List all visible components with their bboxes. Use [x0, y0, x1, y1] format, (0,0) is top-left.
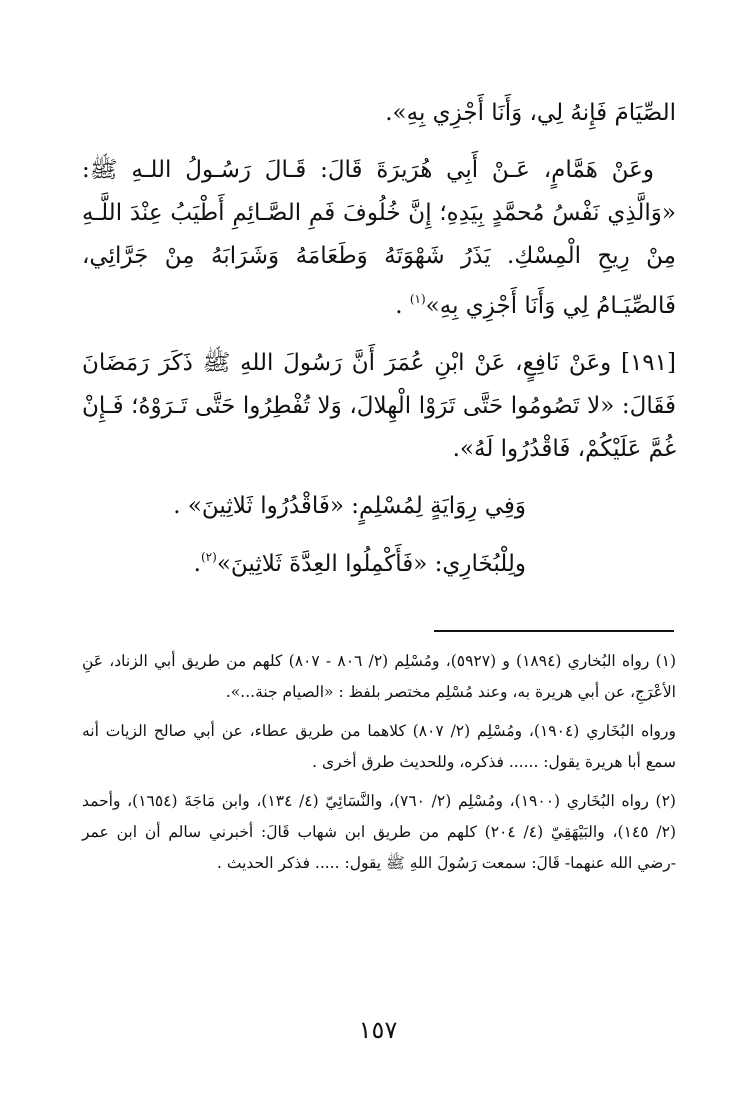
- paragraph-2: وعَنْ هَمَّامٍ، عَـنْ أَبِي هُرَيرَةَ قَالَ: قَـالَ رَسُـولُ اللـهِ ﷺ: «وَالَّذِي نَفْسُ مُحمَّدٍ بِيَدِهِ؛ إِنَّ خُلُوفَ فَمِ الصَّـائِمِ أَطْيَبُ عِنْدَ اللَّـهِ مِنْ رِيحِ الْمِسْكِ. يَذَرُ شَهْوَتَهُ وَطَعَامَهُ وَشَرَابَهُ مِنْ جَرَّائِي، فَالصِّيَـامُ لِي وَأَنَا أَجْزِي بِهِ»$^{(١)}$ .: [82, 157, 676, 319]
- footnote-ref-2[interactable]: (٢): [200, 550, 217, 564]
- footnote-1-continued: ورواه البُخَاري (١٩٠٤)، ومُسْلِم (٢/ ٨٠٧) كلاهما من طريق عطاء، عن أبي صالح الزيات أنه سمع أبا هريرة يقول: ...... فذكره، وللحديث طرق أخرى .: [82, 722, 676, 771]
- paragraph-3-text: [١٩١] وعَنْ نَافِعٍ، عَنْ ابْنِ عُمَرَ أَنَّ رَسُولَ اللهِ ﷺ ذَكَرَ رَمَضَانَ فَقَالَ: «لا تَصُومُوا حَتَّى تَرَوْا الْهِلالَ، وَلا تُفْطِرُوا حَتَّى تَـرَوْهُ؛ فَـإِنْ غُمَّ عَلَيْكُمْ، فَاقْدُرُوا لَهُ».: [82, 350, 676, 462]
- paragraph-5: ولِلْبُخَارِي: «فَأَكْمِلُوا العِدَّةَ ثَلاثِينَ»$^{(٢)}$.: [193, 550, 526, 577]
- footnotes: [82, 646, 676, 887]
- footnote-ref-1[interactable]: (١): [409, 292, 426, 306]
- page-number: ١٥٧: [358, 1016, 398, 1044]
- paragraph-5-text: ولِلْبُخَارِي: «فَأَكْمِلُوا العِدَّةَ ثَلاثِينَ»: [216, 551, 526, 577]
- paragraph-3: [82, 342, 676, 471]
- paragraph-2-text: وعَنْ هَمَّامٍ، عَـنْ أَبِي هُرَيرَةَ قَالَ: قَـالَ رَسُـولُ اللـهِ ﷺ: «وَالَّذِي نَفْسُ مُحمَّدٍ بِيَدِهِ؛ إِنَّ خُلُوفَ فَمِ الصَّـائِمِ أَطْيَبُ عِنْدَ اللَّـهِ مِنْ رِيحِ الْمِسْكِ. يَذَرُ شَهْوَتَهُ وَطَعَامَهُ وَشَرَابَهُ مِنْ جَرَّائِي، فَالصِّيَـامُ لِي وَأَنَا أَجْزِي بِهِ»: [82, 157, 676, 319]
- footnote-1: (١) رواه البُخاري (١٨٩٤) و (٥٩٢٧)، ومُسْلِم (٢/ ٨٠٦ - ٨٠٧) كلهم من طريق أبي الزناد، عَنِ الأعْرَجِ، عن أبي هريرة به، وعند مُسْلِم مختصر بلفظ : «الصيام جنة...».: [82, 652, 677, 701]
- paragraph-1: [82, 92, 676, 135]
- footnote-separator: [434, 630, 674, 632]
- main-text: [82, 92, 676, 594]
- paragraph-1-text: الصِّيَامَ فَإِنهُ لِي، وَأَنَا أَجْزِي بِهِ».: [385, 100, 676, 126]
- paragraph-4: [82, 485, 676, 528]
- footnote-2: (٢) رواه البُخَاري (١٩٠٠)، ومُسْلِم (٢/ ٧٦٠)، والنَّسَائِيّ (٤/ ١٣٤)، وابن مَاجَةَ (١٦٥٤)، وأحمد (٢/ ١٤٥)، والبَيْهَقِيّ (٤/ ٢٠٤) كلهم من طريق ابن شهاب قَالَ: أخبرني سالم أن ابن عمر -رضي الله عنهما- قَالَ: سمعت رَسُولَ اللهِ ﷺ يقول: ..... فذكر الحديث .: [82, 792, 676, 872]
- paragraph-4-text: وَفِي رِوَايَةٍ لِمُسْلِمٍ: «فَاقْدُرُوا ثَلاثِينَ» .: [173, 493, 526, 519]
